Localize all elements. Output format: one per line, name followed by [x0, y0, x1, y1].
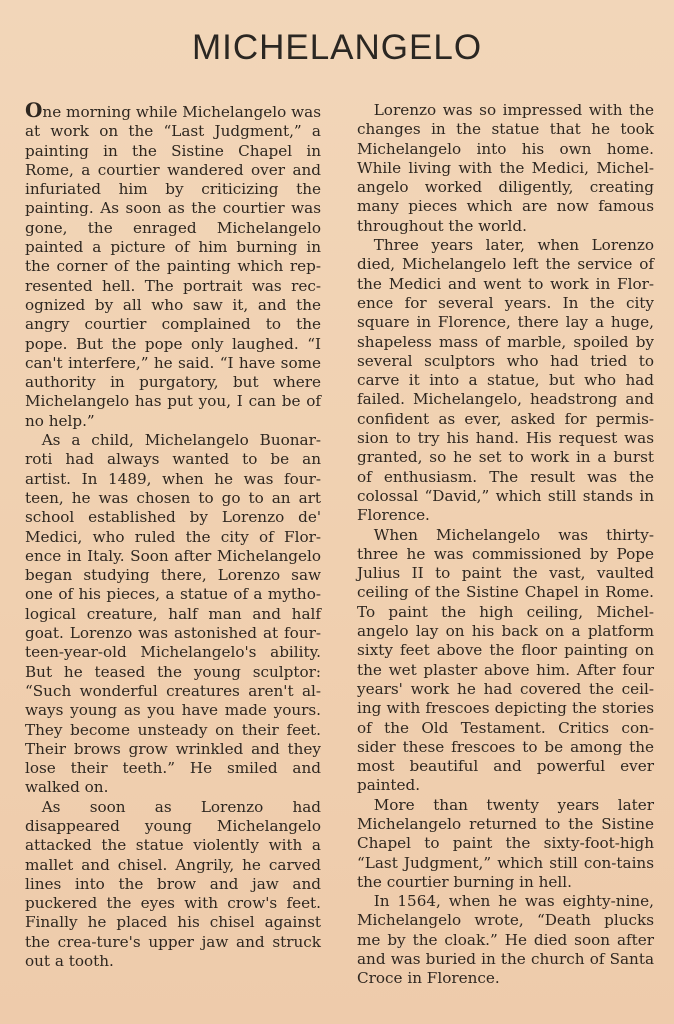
- initial-letter: O: [25, 98, 43, 122]
- left-column: [25, 98, 321, 971]
- paragraph: Three years later, when Lorenzo died, Michelangelo left the service of the Medici and went to work in Flor-ence for several years. In the city square in Florence, there lay a huge, shapeless mass of marble, spoiled by several sculptors who had tried to carve it into a statue, but who had failed. Michelangelo, headstrong and confident as ever, asked for permis-sion to try his hand. His request was granted, so he set to work in a burst of enthusiasm. The result was the colossal “David,” which still stands in Florence.: [357, 236, 654, 525]
- paragraph: More than twenty years later Michelangelo returned to the Sistine Chapel to paint the sixty-foot-high “Last Judgment,” which still con-tains the courtier burning in hell.: [357, 795, 654, 891]
- paragraph: As soon as Lorenzo had disappeared young Michelangelo attacked the statue violently with a mallet and chisel. Angrily, he carved lines into the brow and jaw and puckered the eyes with crow's feet. Finally he placed his chisel against the crea-ture's upper jaw and struck out a tooth.: [25, 797, 321, 971]
- paragraph: As a child, Michelangelo Buonar-roti had always wanted to be an artist. In 1489, when he was four-teen, he was chosen to go to an art school established by Lorenzo de' Medici, who ruled the city of Flor-ence in Italy. Soon after Michelangelo began studying there, Lorenzo saw one of his pieces, a statue of a mytho-logical creature, half man and half goat. Lorenzo was astonished at four-teen-year-old Michelangelo's ability. But he teased the young sculptor: “Such wonderful creatures aren't al-ways young as you have made yours. They become unsteady on their feet. Their brows grow wrinkled and they lose their teeth.” He smiled and walked on.: [25, 431, 321, 797]
- right-column: [357, 101, 654, 989]
- paragraph: When Michelangelo was thirty-three he was commissioned by Pope Julius II to paint the vast, vaulted ceiling of the Sistine Chapel in Rome. To paint the high ceiling, Michel-angelo lay on his back on a platform sixty feet above the floor painting on the wet plaster above him. After four years' work he had covered the ceil-ing with frescoes depicting the stories of the Old Testament. Critics con-sider these frescoes to be among the most beautiful and powerful ever painted.: [357, 525, 654, 795]
- paragraph: [25, 98, 321, 431]
- paragraph-text: ne morning while Michelangelo was at work on the “Last Judgment,” a painting in the Sistine Chapel in Rome, a courtier wandered over and infuriated him by criticizing the painting. As soon as the courtier was gone, the enraged Michelangelo painted a picture of him burning in the corner of the painting which rep-resented hell. The portrait was rec-ognized by all who saw it, and the angry courtier complained to the pope. But the pope only laughed. “I can't interfere,” he said. “I have some authority in purgatory, but where Michelangelo has put you, I can be of no help.”: [25, 103, 321, 430]
- paragraph: In 1564, when he was eighty-nine, Michelangelo wrote, “Death plucks me by the cloak.” He died soon after and was buried in the church of Santa Croce in Florence.: [357, 892, 654, 988]
- paragraph: Lorenzo was so impressed with the changes in the statue that he took Michelangelo into his own home. While living with the Medici, Michel-angelo worked diligently, creating many pieces which are now famous throughout the world.: [357, 101, 654, 235]
- article-title: MICHELANGELO: [191, 28, 483, 67]
